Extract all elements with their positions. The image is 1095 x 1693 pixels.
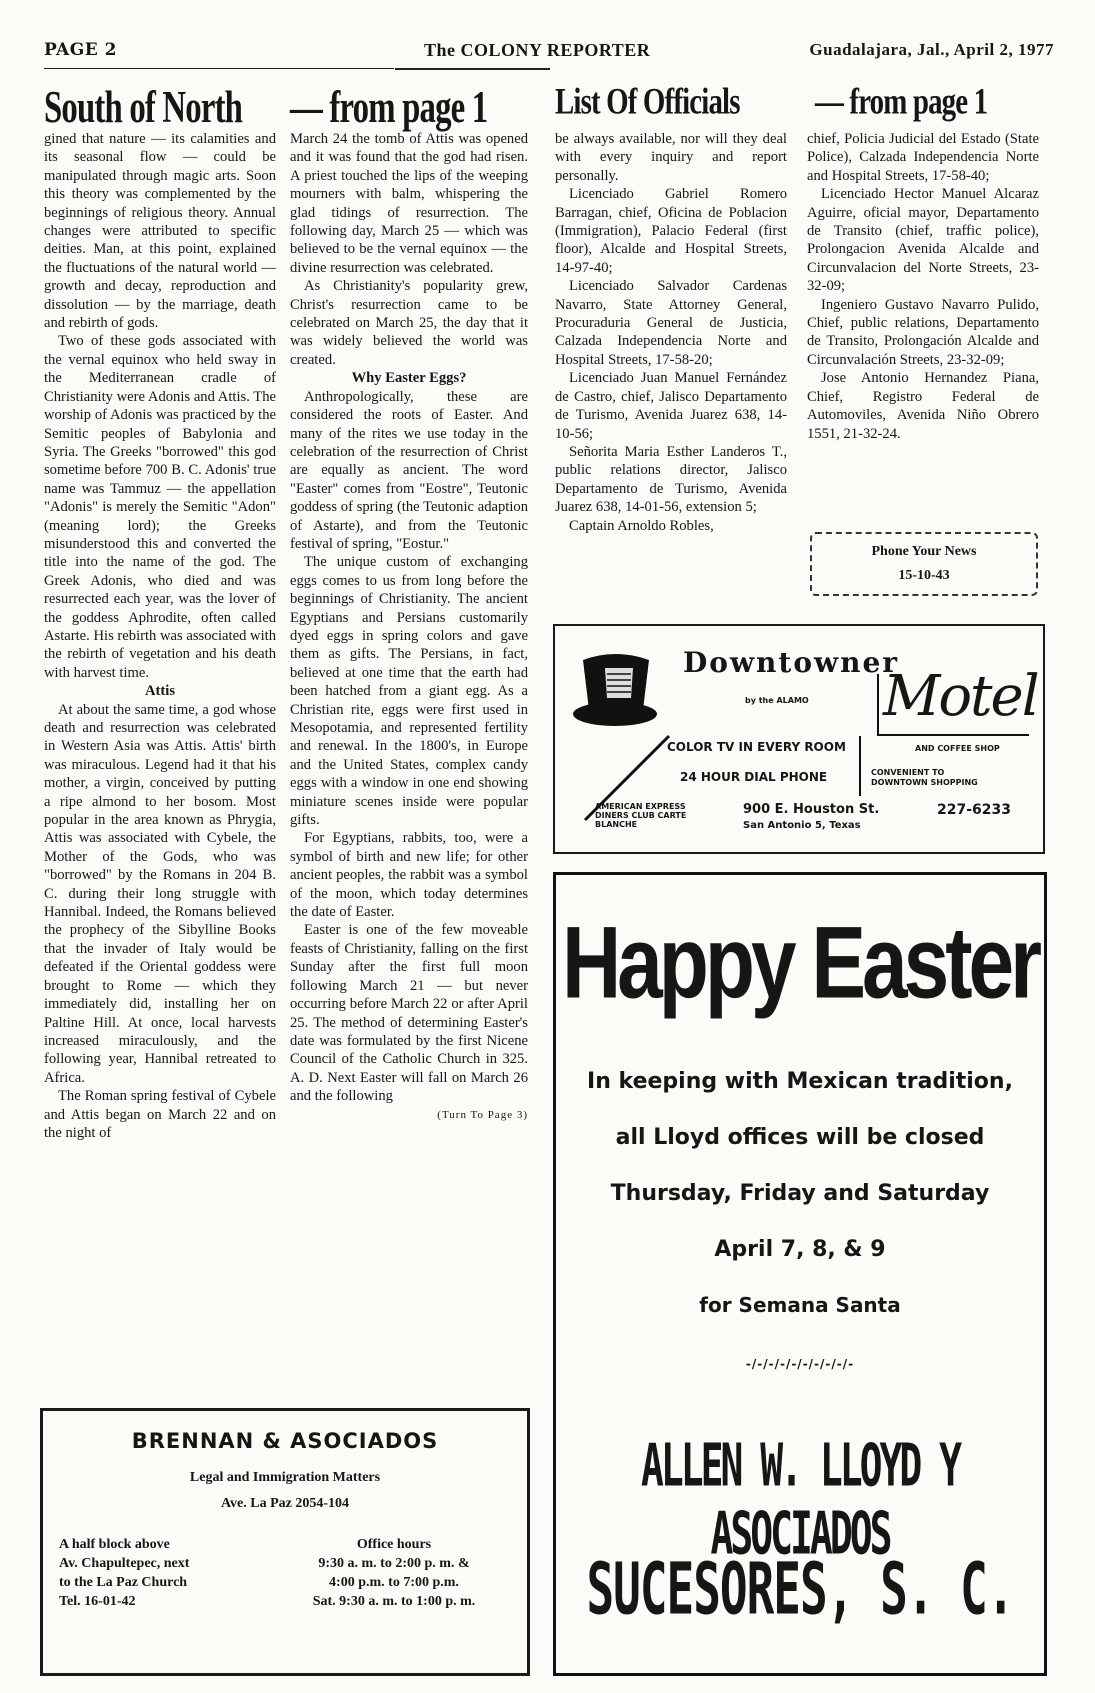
phone-your-news-box: [810, 532, 1038, 596]
paragraph: The unique custom of exchanging eggs comes to us from long before the beginnings of Christianity. The ancient Egyptians and Persians customarily dyed eggs in spring colors and gave them as gifts. The Persians, in fact, believed at one time that the earth had been hatched from a giant egg. As a Christian rite, eggs were first used in Mesopotamia, and represented fertility and renewal. In the 1800's, in Europe and the United States, complex candy eggs with a window in one end showing miniature scenes inside were popular gifts.: [290, 554, 528, 829]
paragraph: chief, Policia Judicial del Estado (State Police), Calzada Independencia Norte and Hospital Streets, 17-58-40;: [807, 131, 1039, 184]
hours-line: 4:00 p.m. to 7:00 p.m.: [329, 1575, 459, 1590]
phone-box-line1: Phone Your News: [871, 544, 977, 559]
turn-to-page: (Turn To Page 3): [437, 1108, 528, 1121]
firm-name-line-1: ALLEN W. LLOYD Y ASOCIADOS: [640, 1431, 960, 1568]
dial-phone-line: 24 HOUR DIAL PHONE: [680, 770, 828, 784]
paragraph: Licenciado Salvador Cardenas Navarro, State Attorney General, Procuraduria General de Justicia, Calzada Independencia Norte and Hospital Streets, 17-58-20;: [555, 278, 787, 368]
phone-box-number: 15-10-43: [898, 568, 950, 583]
easter-line-3: Thursday, Friday and Saturday: [610, 1181, 990, 1206]
motel-city: San Antonio 5, Texas: [743, 820, 861, 831]
article-column-1: [44, 130, 276, 1378]
ad-divider: [859, 736, 861, 796]
location-line: Av. Chapultepec, next: [59, 1556, 190, 1571]
newspaper-name: The COLONY REPORTER: [424, 40, 651, 60]
easter-divider: -/-/-/-/-/-/-/-/-/-: [745, 1357, 855, 1371]
convenient-label: CONVENIENT TO DOWNTOWN SHOPPING: [871, 768, 978, 787]
downtowner-brand: Downtowner: [683, 646, 900, 679]
location-line: to the La Paz Church: [59, 1575, 188, 1590]
motel-phone: 227-6233: [937, 802, 1011, 818]
paragraph: gined that nature — its calamities and its seasonal flow — could be manipulated through magic arts. Soon this theory was complemented by the beginnings of religious theory. Annual changes were attributed to specific deities. Man, at this point, explained the fluctuations of the natural world — growth and decay, reproduction and dissolution — by the marriage, death and rebirth of gods.: [44, 131, 276, 332]
paragraph: Easter is one of the few moveable feasts of Christianity, falling on the first Sunday after the first full moon following March 21 — but never occurring before March 22 or after April 25. The method of determining Easter's date was formulated by the first Nicene Council of the Catholic Church in 325. A. D. Next Easter will fall on March 26 and the following: [290, 922, 528, 1105]
paragraph: Two of these gods associated with the vernal equinox who held sway in the Mediterranean cradle of Christianity were Adonis and Attis. The worship of Adonis was practiced by the Semitic peoples of Babylonia and Syria. The Greeks "borrowed" this god sometime before 700 B. C. Adonis' true name was Tammuz — the appellation "Adonis" is merely the Semitic "Adon" (meaning lord); the Greeks misunderstood this and converted the title into the name of the god. The Greek Adonis, who died and was resurrected each year, was the lover of the goddess Aphrodite, often called Astarte. His rebirth was associated with the rebirth of vegetation and his death with harvest time.: [44, 333, 276, 681]
easter-line-5: for Semana Santa: [699, 1293, 901, 1317]
downtowner-tagline: by the ALAMO: [745, 696, 809, 705]
masthead: [44, 36, 1054, 66]
paragraph: Captain Arnoldo Robles,: [569, 517, 714, 534]
masthead-rule: [395, 68, 550, 70]
headline-from-page-1-right: — from page 1: [815, 81, 988, 123]
paragraph: At about the same time, a god whose death and resurrection was celebrated in Western Asia was Attis. Attis' birth was miraculous. Legend had it that his mother, a virgin, conceived by putting a ripe almond to her bosom. Most popular in the area known as Phrygia, Attis was associated with Cybele, the Mother of the Gods, who was "borrowed" by the Romans in 204 B. C. during their long struggle with Hannibal. Indeed, the Romans believed the prophecy of the Sibylline Books that the invader of Italy would be defeated if the Oriental goddess were brought to Rome — which they immediately did, installing her on Paltine Hill. At once, local harvests increased miraculously, and the following year, Hannibal retreated to Africa.: [44, 701, 276, 1086]
easter-line-1: In keeping with Mexican tradition,: [587, 1069, 1013, 1094]
easter-line-2: all Lloyd offices will be closed: [615, 1125, 985, 1150]
motel-address: 900 E. Houston St.: [743, 802, 880, 817]
officials-column-2: [807, 130, 1039, 505]
brennan-phone: Tel. 16-01-42: [59, 1594, 136, 1609]
paragraph: The Roman spring festival of Cybele and Attis began on March 22 and on the night of: [44, 1088, 276, 1141]
paragraph: Licenciado Juan Manuel Fernández de Castro, chief, Jalisco Departamento de Turismo, Avenida Juarez 638, 14-10-56;: [555, 370, 787, 442]
headline-from-page-1-left: — from page 1: [290, 80, 488, 133]
brennan-title: BRENNAN & ASOCIADOS: [131, 1429, 439, 1453]
paragraph: As Christianity's popularity grew, Christ's resurrection came to be celebrated on March 25, the day that it was widely believed the world was created.: [290, 278, 528, 368]
page-number: PAGE 2: [44, 40, 117, 60]
paragraph: Jose Antonio Hernandez Piana, Chief, Registro Federal de Automoviles, Avenida Niño Obrero 1551, 21-32-24.: [807, 370, 1039, 442]
headline-list-of-officials: List Of Officials: [555, 81, 740, 123]
happy-easter-ad: [553, 872, 1047, 1676]
location-line: A half block above: [59, 1537, 170, 1552]
dateline: Guadalajara, Jal., April 2, 1977: [809, 40, 1054, 59]
paragraph: March 24 the tomb of Attis was opened and it was found that the god had risen. A priest touched the lips of the weeping mourners with balm, whispering the glad tidings of resurrection. The following day, March 25 — which was believed to be the vernal equinox — the divine resurrection was celebrated.: [290, 131, 528, 276]
paragraph: For Egyptians, rabbits, too, were a symbol of birth and new life; for other ancient peoples, the rabbit was a symbol of the moon, which today determines the date of Easter.: [290, 830, 528, 921]
color-tv-line: COLOR TV IN EVERY ROOM: [667, 740, 846, 754]
brennan-location: [59, 1535, 189, 1611]
subheading-attis: Attis: [145, 683, 175, 700]
article-column-2: [290, 130, 528, 1388]
paragraph: Licenciado Gabriel Romero Barragan, chief, Oficina de Poblacion (Immigration), Palacio Federal (first floor), Alcalde and Hospital Streets, 14-97-40;: [555, 186, 787, 276]
firm-name-line-2: SUCESORES, S. C.: [586, 1547, 1014, 1631]
paragraph: Licenciado Hector Manuel Alcaraz Aguirre, oficial mayor, Departamento de Transito (chief, traffic police), Prolongacion Avenida Alcalde and Circunvalacion del Norte Streets, 23-32-09;: [807, 186, 1039, 295]
motel-script: Motel: [883, 664, 1038, 729]
easter-line-4: April 7, 8, & 9: [714, 1237, 886, 1262]
hours-line: 9:30 a. m. to 2:00 p. m. &: [318, 1556, 470, 1571]
officials-column-1: [555, 130, 787, 605]
happy-easter-title: Happy Easter: [561, 906, 1039, 1020]
coffee-shop-label: AND COFFEE SHOP: [915, 744, 1000, 753]
paragraph: Anthropologically, these are considered the roots of Easter. And many of the rites we use today in the celebration of the resurrection of Christ are equally as ancient. The word "Easter" comes from "Eostre", Teutonic goddess of spring (the Teutonic adaption of Astarte), and from the Teutonic festival of spring, "Eostur.": [290, 388, 528, 552]
brennan-subtitle: Legal and Immigration Matters: [189, 1470, 381, 1485]
brennan-hours: [279, 1535, 509, 1611]
paragraph: be always available, nor will they deal with every inquiry and report personally.: [555, 131, 787, 184]
masthead-rule-left: [44, 68, 394, 69]
downtowner-motel-ad: [553, 624, 1045, 854]
headline-south-of-north: South of North: [44, 80, 243, 133]
credit-cards: AMERICAN EXPRESS DINERS CLUB CARTE BLANCHE: [595, 802, 687, 829]
paragraph: Señorita Maria Esther Landeros T., public relations director, Jalisco Departamento de Turismo, Avenida Juarez 638, 14-01-56, extension 5;: [555, 443, 787, 516]
brennan-asociados-ad: [40, 1408, 530, 1676]
hours-line: Sat. 9:30 a. m. to 1:00 p. m.: [312, 1594, 476, 1609]
brennan-address: Ave. La Paz 2054-104: [220, 1496, 350, 1511]
subheading-easter-eggs: Why Easter Eggs?: [351, 370, 467, 387]
hours-title: Office hours: [356, 1537, 432, 1552]
paragraph: Ingeniero Gustavo Navarro Pulido, Chief, public relations, Departamento de Transito, Prolongación Alcalde and Circunvalación Streets, 23-32-09;: [807, 296, 1039, 368]
